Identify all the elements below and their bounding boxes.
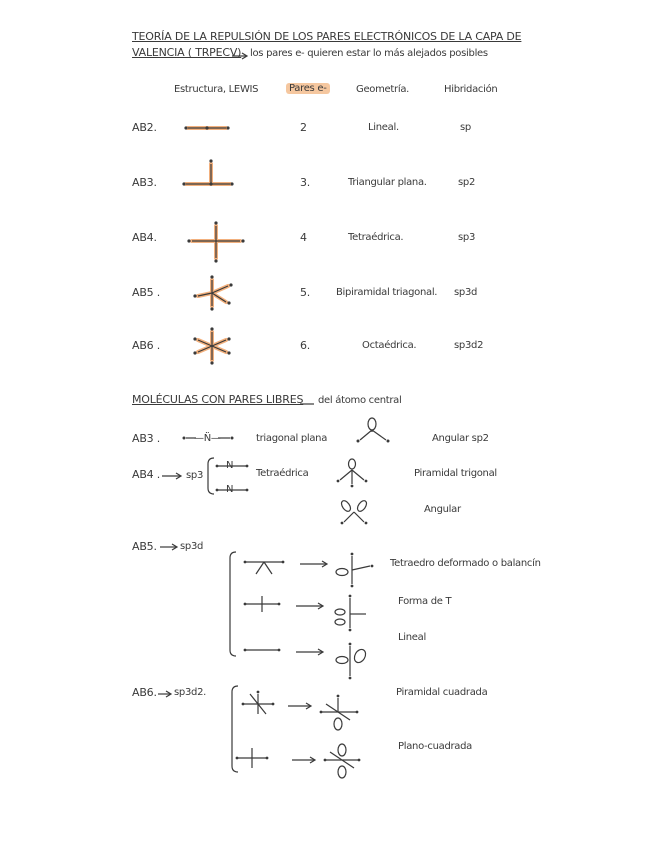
ab3-result: Angular sp2 [432,433,489,444]
row-type: AB6 . [132,339,161,352]
section-title: MOLÉCULAS CON PARES LIBRES [132,393,304,406]
title-note: los pares e- quieren estar lo más alejados posibles [250,48,488,59]
row-geometry: Triangular plana. [348,177,427,188]
ab4-label: AB4 . [132,468,161,481]
ab5-result-2: Forma de T [398,596,452,607]
row-type: AB2. [132,121,157,134]
header-lewis: Estructura, LEWIS [174,84,259,95]
ab3-lewis-drawing [182,159,233,185]
ab5-label: AB5. [132,540,157,553]
ab4-lewis-drawing [187,221,244,262]
ab3-lewis-atom: —N̈— [194,433,221,444]
ab6-hybrid: sp3d2. [174,687,207,698]
row-type: AB4. [132,231,157,244]
ab5-lone-pair-drawing [160,544,373,679]
row-pairs: 3. [300,176,311,189]
ab4-lewis-atom-b: N [226,484,234,495]
row-hybrid: sp3 [458,232,476,243]
header-pairs: Pares e- [286,83,330,94]
ab6-lewis-drawing [193,327,230,364]
ab6-label: AB6. [132,686,157,699]
ab5-result-1: Tetraedro deformado o balancín [390,558,541,569]
row-hybrid: sp3d [454,287,478,298]
row-geometry: Tetraédrica. [348,232,404,243]
row-hybrid: sp3d2 [454,340,484,351]
row-pairs: 4 [300,231,307,244]
row-type: AB3. [132,176,157,189]
row-pairs: 6. [300,339,311,352]
ab2-lewis-drawing [184,126,229,129]
ab6-result-1: Piramidal cuadrada [396,687,488,698]
row-pairs: 2 [300,121,307,134]
section-note: del átomo central [318,395,402,406]
row-pairs: 5. [300,286,311,299]
ab4-result-2: Angular [424,504,461,515]
ab6-result-2: Plano-cuadrada [398,741,473,752]
title-arrow [232,53,247,59]
row-geometry: Bipiramidal triagonal. [336,287,438,298]
ab6-lone-pair-drawing [158,686,360,778]
ab4-result-1: Piramidal trigonal [414,468,497,479]
title-line-1: TEORÍA DE LA REPULSIÓN DE LOS PARES ELECTRÓNICOS DE LA CAPA DE [132,30,522,43]
ab4-lewis-atom-a: N [226,460,234,471]
ab4-hybrid: sp3 [186,470,204,481]
header-geometry: Geometría. [356,84,410,95]
ab5-lewis-drawing [193,275,232,310]
ab5-result-3: Lineal [398,632,426,643]
row-hybrid: sp2 [458,177,476,188]
row-hybrid: sp [460,122,471,133]
title-line-2: VALENCIA ( TRPECV) [132,46,242,59]
ab3-lone-pair-drawing [183,418,390,443]
header-hybrid: Hibridación [444,84,498,95]
ab4-geometry: Tetraédrica [256,468,309,479]
ab5-hybrid: sp3d [180,541,204,552]
row-geometry: Lineal. [368,122,399,133]
row-geometry: Octaédrica. [362,340,417,351]
ab4-lone-pair-drawing [162,458,368,524]
ab3-label: AB3 . [132,432,161,445]
row-type: AB5 . [132,286,161,299]
ab3-geometry: triagonal plana [256,433,328,444]
